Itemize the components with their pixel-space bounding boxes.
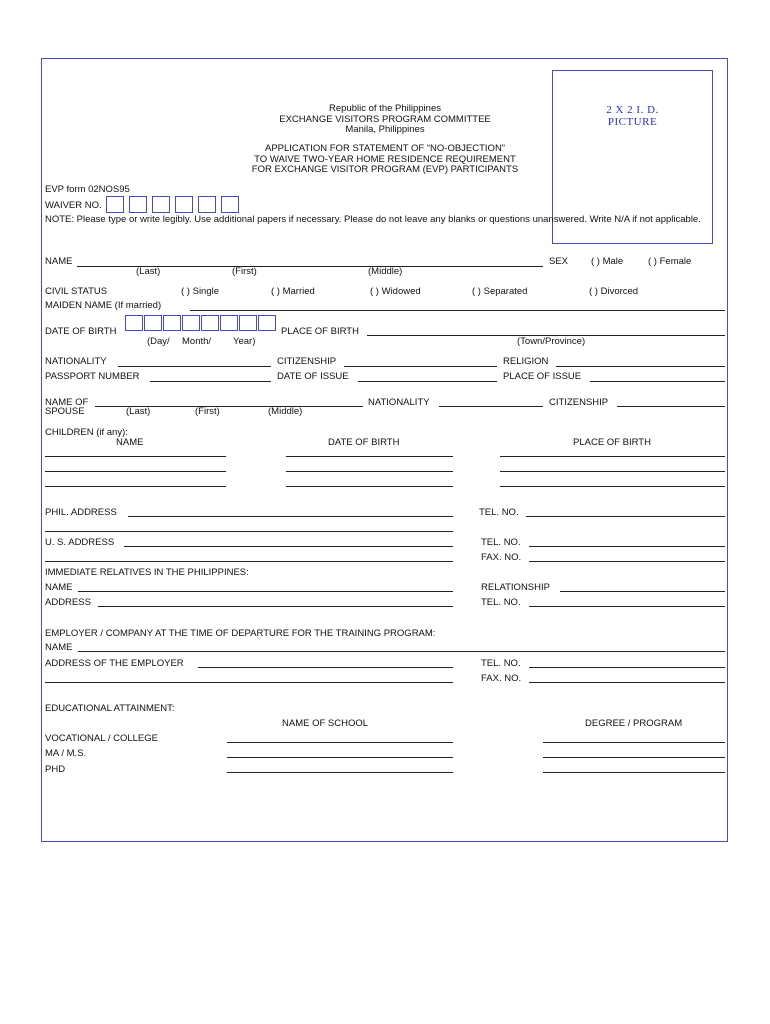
- dob-digit-box[interactable]: [182, 315, 200, 331]
- us-address-field[interactable]: [124, 546, 453, 547]
- dob-digit-box[interactable]: [144, 315, 162, 331]
- school-column-header: NAME OF SCHOOL: [282, 718, 369, 729]
- us-fax-label: FAX. NO.: [481, 552, 522, 563]
- sex-female-option[interactable]: ( ) Female: [648, 256, 692, 267]
- civil-single-option[interactable]: ( ) Single: [181, 286, 220, 297]
- civil-widowed-option[interactable]: ( ) Widowed: [370, 286, 421, 297]
- civil-divorced-option[interactable]: ( ) Divorced: [589, 286, 639, 297]
- religion-label: RELIGION: [503, 356, 549, 367]
- maiden-name-field[interactable]: [190, 310, 725, 311]
- ma-degree-field[interactable]: [543, 757, 725, 758]
- maiden-name-label: MAIDEN NAME (If married): [45, 300, 162, 311]
- relative-tel-field[interactable]: [529, 606, 725, 607]
- dob-month-caption: Month/: [182, 336, 212, 347]
- us-tel-label: TEL. NO.: [481, 537, 521, 548]
- phil-address-field[interactable]: [128, 516, 453, 517]
- name-label: NAME: [45, 256, 73, 267]
- waiver-digit-box[interactable]: [106, 196, 124, 213]
- photo-picture-label: PICTURE: [607, 116, 658, 128]
- children-pob-header: PLACE OF BIRTH: [573, 437, 651, 448]
- photo-size-label: 2 X 2 I. D.: [606, 104, 659, 116]
- header-block: [200, 104, 570, 136]
- us-address-field-2[interactable]: [45, 561, 453, 562]
- place-of-issue-label: PLACE OF ISSUE: [503, 371, 582, 382]
- phd-school-field[interactable]: [227, 772, 453, 773]
- city-line: Manila, Philippines: [345, 124, 425, 135]
- date-of-issue-label: DATE OF ISSUE: [277, 371, 349, 382]
- children-name-header: NAME: [116, 437, 144, 448]
- spouse-nationality-label: NATIONALITY: [368, 397, 430, 408]
- spouse-label-line2: SPOUSE: [45, 406, 85, 417]
- phil-address-field-2[interactable]: [45, 531, 453, 532]
- civil-married-option[interactable]: ( ) Married: [271, 286, 315, 297]
- waiver-label: WAIVER NO.: [45, 200, 102, 211]
- dob-digit-box[interactable]: [163, 315, 181, 331]
- child-name-field[interactable]: [45, 456, 226, 457]
- child-dob-field[interactable]: [286, 471, 453, 472]
- relatives-label: IMMEDIATE RELATIVES IN THE PHILIPPINES:: [45, 567, 249, 578]
- children-dob-header: DATE OF BIRTH: [328, 437, 400, 448]
- employer-address-field[interactable]: [198, 667, 453, 668]
- spouse-nationality-field[interactable]: [439, 406, 543, 407]
- dob-day-caption: (Day/: [147, 336, 170, 347]
- child-pob-field[interactable]: [500, 471, 725, 472]
- waiver-digit-box[interactable]: [221, 196, 239, 213]
- relative-name-label: NAME: [45, 582, 73, 593]
- us-fax-field[interactable]: [529, 561, 725, 562]
- sex-label: SEX: [549, 256, 569, 267]
- dob-digit-box[interactable]: [201, 315, 219, 331]
- waiver-digit-box[interactable]: [129, 196, 147, 213]
- name-last-caption: (Last): [136, 266, 161, 277]
- dob-digit-box[interactable]: [125, 315, 143, 331]
- relative-tel-label: TEL. NO.: [481, 597, 521, 608]
- spouse-label-line1: NAME OF: [45, 397, 89, 408]
- phd-label: PHD: [45, 764, 66, 775]
- spouse-citizenship-field[interactable]: [617, 406, 725, 407]
- dob-year-caption: Year): [233, 336, 256, 347]
- citizenship-field[interactable]: [344, 366, 497, 367]
- pob-label: PLACE OF BIRTH: [281, 326, 359, 337]
- child-pob-field[interactable]: [500, 486, 725, 487]
- phil-tel-field[interactable]: [526, 516, 725, 517]
- passport-label: PASSPORT NUMBER: [45, 371, 140, 382]
- spouse-first-caption: (First): [195, 406, 220, 417]
- vocational-label: VOCATIONAL / COLLEGE: [45, 733, 158, 744]
- title-line-3: FOR EXCHANGE VISITOR PROGRAM (EVP) PARTICIPANTS: [251, 164, 519, 175]
- ma-label: MA / M.S.: [45, 748, 87, 759]
- spouse-middle-caption: (Middle): [268, 406, 303, 417]
- us-tel-field[interactable]: [529, 546, 725, 547]
- vocational-school-field[interactable]: [227, 742, 453, 743]
- degree-column-header: DEGREE / PROGRAM: [585, 718, 683, 729]
- child-pob-field[interactable]: [500, 456, 725, 457]
- name-middle-caption: (Middle): [368, 266, 403, 277]
- form-title: [200, 144, 570, 176]
- child-name-field[interactable]: [45, 486, 226, 487]
- nationality-field[interactable]: [118, 366, 271, 367]
- child-dob-field[interactable]: [286, 456, 453, 457]
- waiver-digit-box[interactable]: [198, 196, 216, 213]
- citizenship-label: CITIZENSHIP: [277, 356, 337, 367]
- child-name-field[interactable]: [45, 471, 226, 472]
- phil-address-label: PHIL. ADDRESS: [45, 507, 117, 518]
- employer-address-field-2[interactable]: [45, 682, 453, 683]
- employer-fax-label: FAX. NO.: [481, 673, 522, 684]
- us-address-label: U. S. ADDRESS: [45, 537, 115, 548]
- passport-field[interactable]: [150, 381, 271, 382]
- title-line-1: APPLICATION FOR STATEMENT OF “NO-OBJECTION”: [265, 143, 505, 154]
- relationship-label: RELATIONSHIP: [481, 582, 550, 593]
- sex-male-option[interactable]: ( ) Male: [591, 256, 624, 267]
- dob-digit-box[interactable]: [258, 315, 276, 331]
- instructions-note: NOTE: Please type or write legibly. Use additional papers if necessary. Please do not leave any blanks or questions unanswered. Write N/A if not applicable.: [45, 214, 701, 225]
- religion-field[interactable]: [556, 366, 725, 367]
- form-code: EVP form 02NOS95: [45, 184, 130, 195]
- employer-tel-label: TEL. NO.: [481, 658, 521, 669]
- spouse-last-caption: (Last): [126, 406, 151, 417]
- phd-degree-field[interactable]: [543, 772, 725, 773]
- country-line: Republic of the Philippines: [329, 103, 441, 114]
- nationality-label: NATIONALITY: [45, 356, 107, 367]
- vocational-degree-field[interactable]: [543, 742, 725, 743]
- date-of-issue-field[interactable]: [358, 381, 497, 382]
- dob-digit-box[interactable]: [239, 315, 257, 331]
- ma-school-field[interactable]: [227, 757, 453, 758]
- dob-digit-box[interactable]: [220, 315, 238, 331]
- name-first-caption: (First): [232, 266, 257, 277]
- relative-address-field[interactable]: [98, 606, 453, 607]
- employer-label: EMPLOYER / COMPANY AT THE TIME OF DEPARTURE FOR THE TRAINING PROGRAM:: [45, 628, 436, 639]
- employer-name-field[interactable]: [78, 651, 725, 652]
- employer-tel-field[interactable]: [529, 667, 725, 668]
- place-of-issue-field[interactable]: [590, 381, 725, 382]
- education-label: EDUCATIONAL ATTAINMENT:: [45, 703, 175, 714]
- phil-tel-label: TEL. NO.: [479, 507, 519, 518]
- employer-name-label: NAME: [45, 642, 73, 653]
- waiver-digit-box[interactable]: [175, 196, 193, 213]
- relationship-field[interactable]: [560, 591, 725, 592]
- employer-fax-field[interactable]: [529, 682, 725, 683]
- dob-label: DATE OF BIRTH: [45, 326, 117, 337]
- relative-name-field[interactable]: [78, 591, 453, 592]
- relative-address-label: ADDRESS: [45, 597, 91, 608]
- civil-status-label: CIVIL STATUS: [45, 286, 108, 297]
- children-label: CHILDREN (if any):: [45, 427, 128, 438]
- pob-caption: (Town/Province): [517, 336, 586, 347]
- committee-line: EXCHANGE VISITORS PROGRAM COMMITTEE: [279, 113, 491, 125]
- child-dob-field[interactable]: [286, 486, 453, 487]
- spouse-citizenship-label: CITIZENSHIP: [549, 397, 609, 408]
- waiver-digit-box[interactable]: [152, 196, 170, 213]
- civil-separated-option[interactable]: ( ) Separated: [472, 286, 528, 297]
- employer-address-label: ADDRESS OF THE EMPLOYER: [45, 658, 184, 669]
- title-line-2: TO WAIVE TWO-YEAR HOME RESIDENCE REQUIREMENT: [254, 153, 516, 165]
